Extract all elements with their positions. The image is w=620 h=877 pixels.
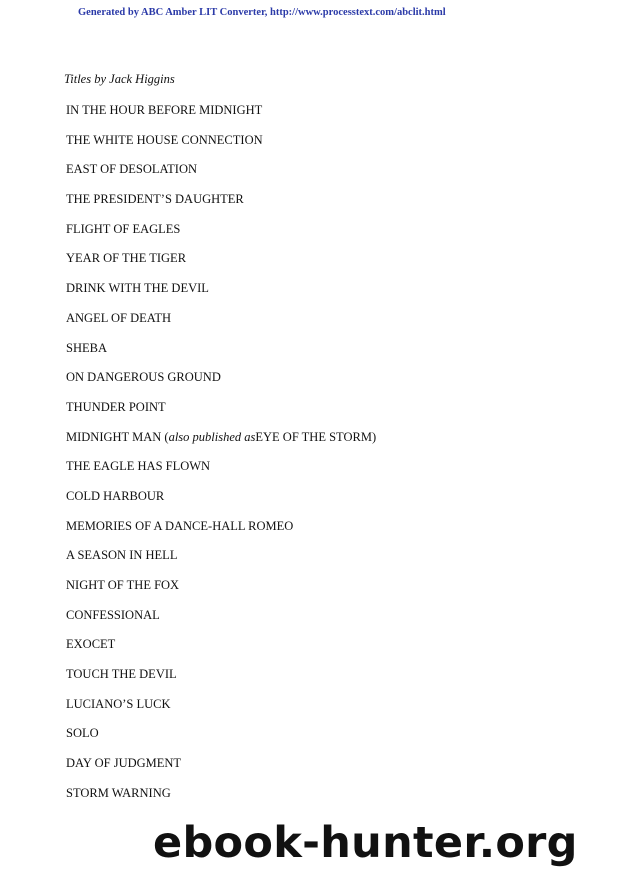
- title-item: THUNDER POINT: [66, 399, 166, 414]
- title-item: MEMORIES OF A DANCE-HALL ROMEO: [66, 518, 294, 533]
- title-item: CONFESSIONAL: [66, 607, 160, 622]
- title-item: THE EAGLE HAS FLOWN: [66, 459, 211, 474]
- watermark: ebook-hunter.org: [153, 818, 578, 868]
- alt-title-close-paren: ): [371, 429, 377, 444]
- title-item: YEAR OF THE TIGER: [66, 251, 187, 266]
- title-item: LUCIANO’S LUCK: [66, 696, 171, 711]
- title-item: IN THE HOUR BEFORE MIDNIGHT: [66, 103, 263, 117]
- title-item: ANGEL OF DEATH: [66, 310, 172, 325]
- title-item-midnight-man: MIDNIGHT MAN (also published asEYE OF THE STORM): [66, 429, 377, 444]
- title-item: THE PRESIDENT’S DAUGHTER: [66, 192, 244, 207]
- generator-link[interactable]: Generated by ABC Amber LIT Converter, http://www.processtext.com/abclit.html: [78, 7, 446, 18]
- title-item: NIGHT OF THE FOX: [66, 578, 180, 592]
- alt-title-open-paren: (: [161, 429, 169, 444]
- title-item: ON DANGEROUS GROUND: [66, 370, 221, 385]
- section-heading: Titles by Jack Higgins: [64, 72, 175, 86]
- title-item: A SEASON IN HELL: [66, 548, 178, 563]
- title-item: THE WHITE HOUSE CONNECTION: [66, 132, 263, 147]
- titles-list: [66, 102, 376, 815]
- title-item: SHEBA: [66, 340, 107, 355]
- title-item: FLIGHT OF EAGLES: [66, 221, 181, 236]
- title-item: EAST OF DESOLATION: [66, 162, 198, 177]
- title-item: COLD HARBOUR: [66, 488, 165, 503]
- title-item: DRINK WITH THE DEVIL: [66, 281, 209, 296]
- title-item: STORM WARNING: [66, 785, 171, 800]
- alt-title: EYE OF THE STORM: [255, 429, 372, 444]
- title-item: TOUCH THE DEVIL: [66, 667, 177, 682]
- title-item: EXOCET: [66, 637, 116, 652]
- title-item: DAY OF JUDGMENT: [66, 756, 182, 771]
- also-published-as-note: also published as: [168, 429, 256, 444]
- title-item: SOLO: [66, 726, 99, 741]
